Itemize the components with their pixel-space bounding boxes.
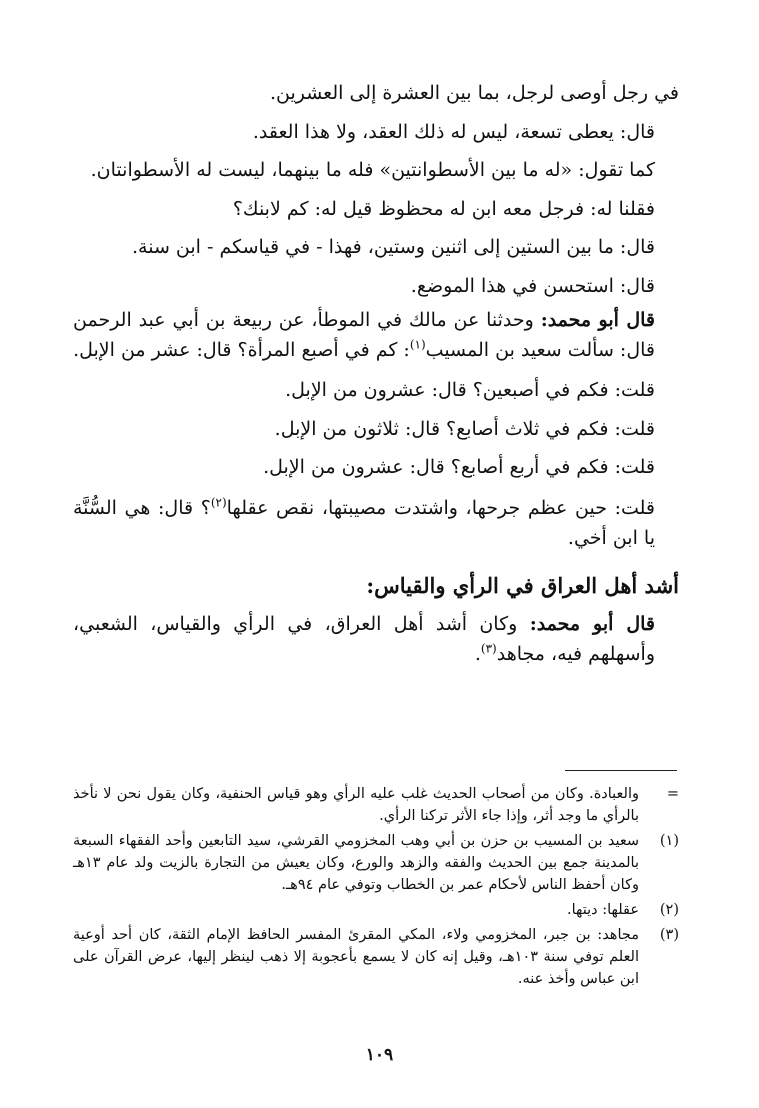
footnote-text: عقلها: ديتها. (567, 902, 639, 918)
speaker-label: قال أبو محمد: (540, 309, 655, 331)
paragraph: قلت: فكم في ثلاث أصابع؟ قال: ثلاثون من الإبل. (274, 417, 655, 440)
paragraph-text: ؟ قال: هي السُّنَّة يا ابن أخي. (73, 496, 655, 549)
paragraph-text: وكان أشد أهل العراق، في الرأي والقياس، الشعبي، وأسهلهم فيه، مجاهد (73, 613, 655, 665)
footnote-ref[interactable]: (١) (409, 337, 426, 352)
paragraph: فقلنا له: فرجل معه ابن له محظوظ قيل له: كم لابنك؟ (232, 197, 655, 220)
footnote-text: مجاهد: بن جبر، المخزومي ولاء، المكي المقرئ المفسر الحافظ الإمام الثقة، كان أحد أوعية العلم توفي سنة ١٠٣هـ، وقيل إنه كان لا يسمع بأعجوبة إلا ذهب لينظر إليها، عرض القرآن على ابن عباس وأخذ عنه. (73, 927, 640, 987)
footnote-divider (565, 770, 677, 771)
footnote-ref[interactable]: (٣) (480, 641, 497, 656)
main-text (73, 74, 679, 669)
paragraph: كما تقول: «له ما بين الأسطوانتين» فله ما بينهما، ليست له الأسطوانتان. (90, 159, 655, 181)
paragraph-text: قلت: حين عظم جرحها، واشتدت مصيبتها، نقص عقلها (226, 496, 655, 519)
footnote (73, 899, 679, 921)
paragraph: في رجل أوصى لرجل، بما بين العشرة إلى العشرين. (269, 82, 679, 104)
paragraph (73, 305, 679, 365)
speaker-label: قال أبو محمد: (529, 613, 656, 635)
footnote-mark: = (666, 786, 679, 802)
paragraph: قال: يعطى تسعة، ليس له ذلك العقد، ولا هذا العقد. (252, 120, 655, 143)
paragraph: قال: ما بين الستين إلى اثنين وستين، فهذا - في قياسكم - ابن سنة. (132, 236, 655, 258)
footnote-mark: (٢) (659, 902, 679, 918)
footnote (73, 830, 679, 896)
footnote-ref[interactable]: (٢) (210, 495, 227, 510)
paragraph-text: . (474, 643, 481, 665)
paragraph-text: وحدثنا عن مالك في الموطأ، عن ربيعة بن أبي عبد الرحمن قال: سألت سعيد بن المسيب (73, 309, 655, 361)
paragraph-text: : كم في أصبع المرأة؟ قال: عشر من الإبل. (73, 339, 410, 361)
paragraph: قال: استحسن في هذا الموضع. (410, 274, 655, 297)
footnote (73, 924, 679, 990)
paragraph (73, 609, 679, 669)
footnote-mark: (١) (659, 833, 679, 849)
footnote (73, 783, 679, 827)
page-number: ١٠٩ (365, 1045, 394, 1065)
paragraph (73, 493, 679, 553)
paragraph: قلت: فكم في أربع أصابع؟ قال: عشرون من الإبل. (263, 456, 655, 478)
footnotes (73, 783, 679, 993)
section-heading: أشد أهل العراق في الرأي والقياس: (366, 572, 679, 598)
footnote-mark: (٣) (659, 927, 679, 943)
footnote-text: سعيد بن المسيب بن حزن بن أبي وهب المخزومي القرشي، سيد التابعين وأحد الفقهاء السبعة بالمدينة جمع بين الحديث والفقه والزهد والورع، وكان يعيش من التجارة بالزيت ولد عام ١٣هـ وكان أحفظ الناس لأحكام عمر بن الخطاب وتوفي عام ٩٤هـ. (73, 833, 639, 893)
paragraph: قلت: فكم في أصبعين؟ قال: عشرون من الإبل. (285, 379, 655, 401)
footnote-text: والعبادة. وكان من أصحاب الحديث غلب عليه الرأي وهو قياس الحنفية، وكان يقول نحن لا نأخذ بالرأي ما وجد أثر، وإذا جاء الأثر تركنا الرأي. (73, 786, 639, 824)
